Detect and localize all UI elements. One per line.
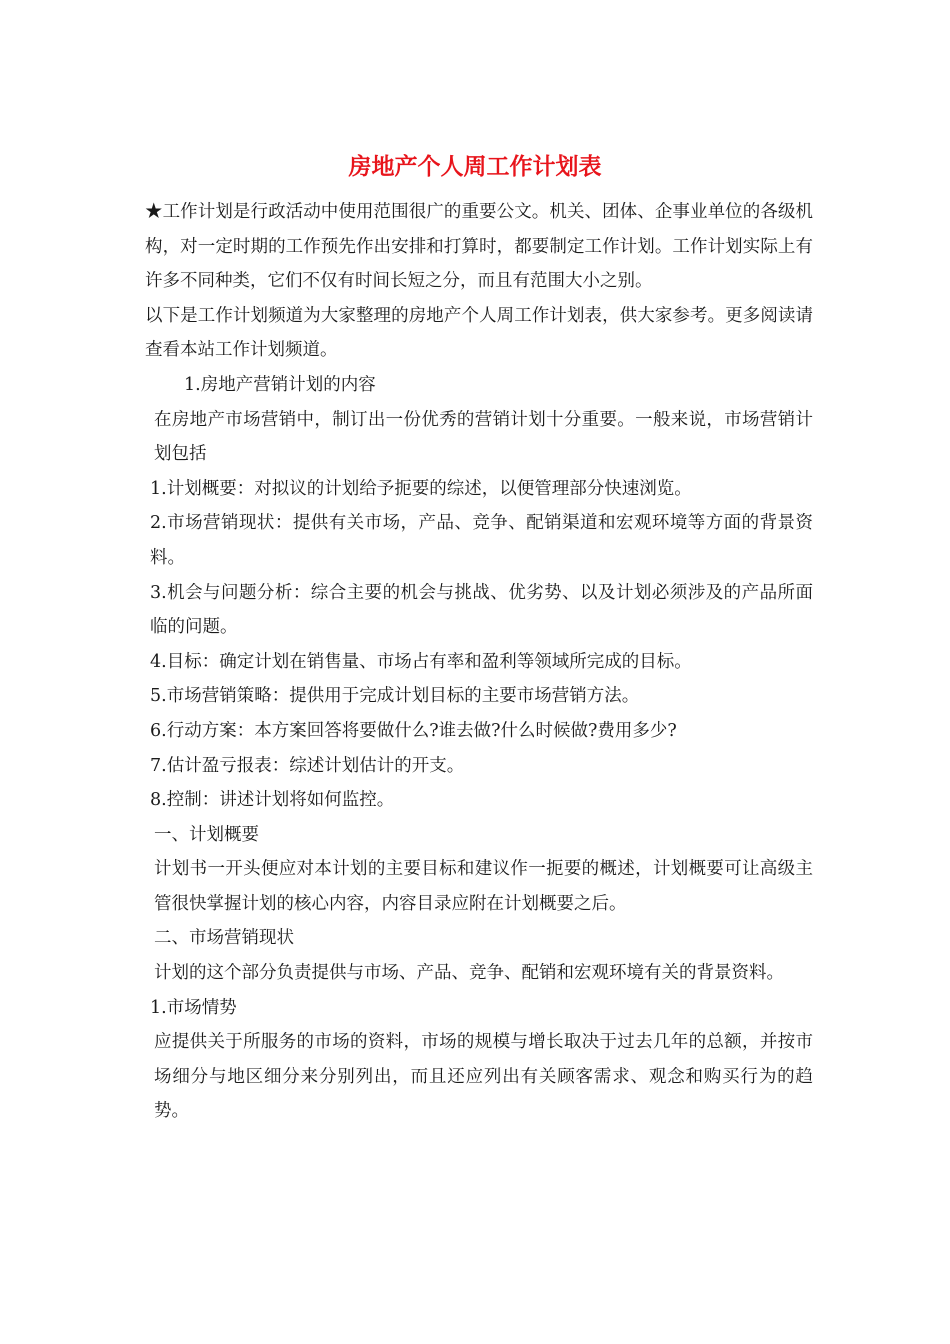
document-title: 房地产个人周工作计划表 [348,153,602,180]
list-item: 8.控制：讲述计划将如何监控。 [150,790,395,811]
body-paragraph: 计划书一开头便应对本计划的主要目标和建议作一扼要的概述，计划概要可让高级主管很快掌握计划的核心内容，内容目录应附在计划概要之后。 [154,859,813,914]
intro-paragraph: ★工作计划是行政活动中使用范围很广的重要公文。机关、团体、企事业单位的各级机构，对一定时期的工作预先作出安排和打算时，都要制定工作计划。工作计划实际上有许多不同种类，它们不仅有时间长短之分，而且有范围大小之别。 [145,202,813,292]
list-item: 5.市场营销策略：提供用于完成计划目标的主要市场营销方法。 [150,686,640,707]
body-paragraph: 在房地产市场营销中，制订出一份优秀的营销计划十分重要。一般来说，市场营销计划包括 [154,409,813,465]
list-item: 4.目标：确定计划在销售量、市场占有率和盈利等领域所完成的目标。 [150,651,692,672]
document-body [145,195,813,1129]
list-item: 7.估计盈亏报表：综述计划估计的开支。 [150,755,465,776]
list-item: 3.机会与问题分析：综合主要的机会与挑战、优劣势、以及计划必须涉及的产品所面临的问题。 [150,582,813,638]
section-heading: 二、市场营销现状 [154,928,294,949]
intro-note-paragraph: 以下是工作计划频道为大家整理的房地产个人周工作计划表，供大家参考。更多阅读请查看本站工作计划频道。 [145,305,813,361]
body-paragraph: 计划的这个部分负责提供与市场、产品、竞争、配销和宏观环境有关的背景资料。 [154,963,784,984]
section-heading: 一、计划概要 [154,824,259,845]
body-paragraph: 应提供关于所服务的市场的资料，市场的规模与增长取决于过去几年的总额，并按市场细分与地区细分来分别列出，而且还应列出有关顾客需求、观念和购买行为的趋势。 [154,1032,813,1122]
list-item: 1.计划概要：对拟议的计划给予扼要的综述，以便管理部分快速浏览。 [150,478,692,499]
section-heading: 1.房地产营销计划的内容 [184,374,376,395]
subsection-heading: 1.市场情势 [150,997,237,1018]
list-item: 2.市场营销现状：提供有关市场，产品、竞争、配销渠道和宏观环境等方面的背景资料。 [150,513,813,568]
list-item: 6.行动方案：本方案回答将要做什么?谁去做?什么时候做?费用多少? [150,720,677,741]
